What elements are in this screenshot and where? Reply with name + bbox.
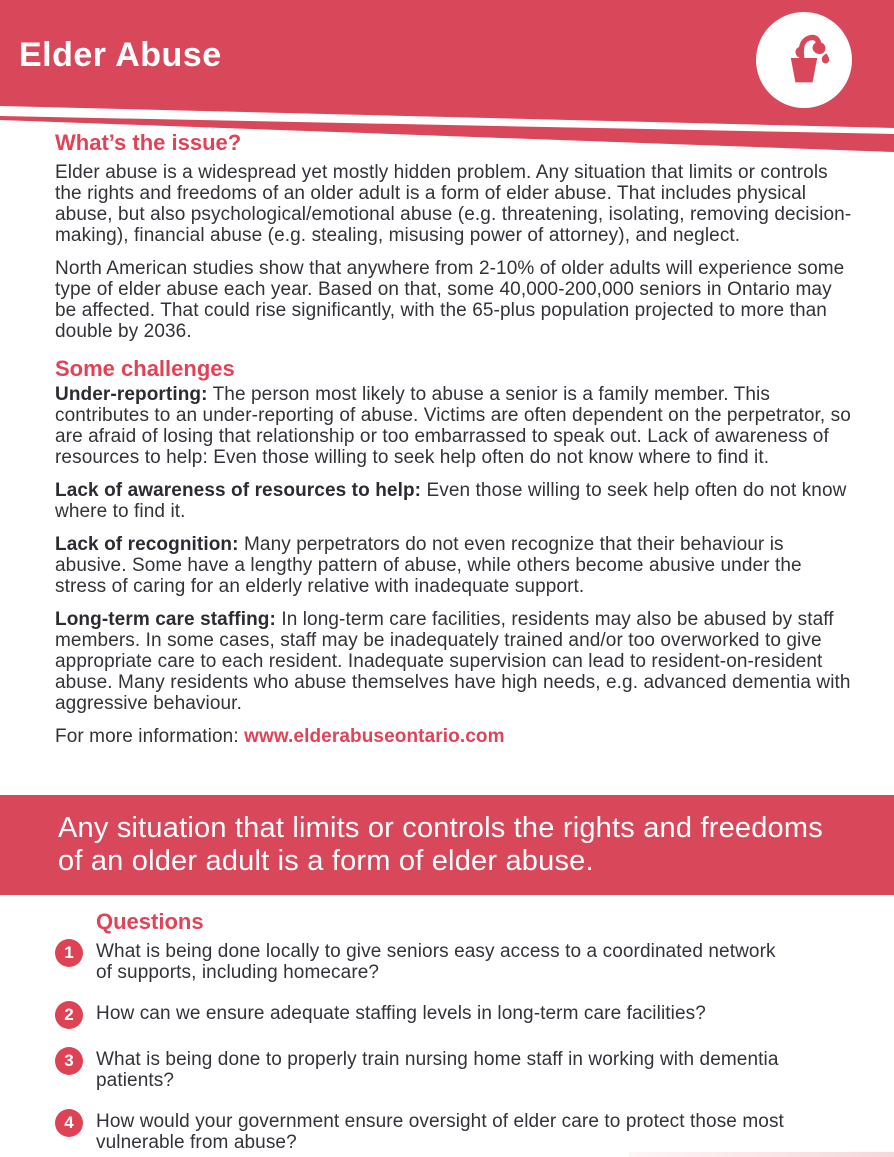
- wilting-flower-in-pot-icon: [771, 25, 837, 96]
- challenge-lead: Lack of recognition:: [55, 534, 239, 555]
- question-row: [55, 1047, 854, 1091]
- challenge-paragraph: [55, 534, 854, 597]
- header-badge: [756, 12, 852, 108]
- challenge-lead: Long-term care staffing:: [55, 609, 276, 630]
- more-info-line: [55, 726, 854, 747]
- question-text: How can we ensure adequate staffing levels in long-term care facilities?: [96, 1003, 706, 1024]
- quote-text: Any situation that limits or controls the rights and freedoms of an older adult is a form of elder abuse.: [58, 812, 823, 877]
- header-banner: [0, 0, 894, 126]
- challenge-paragraph: [55, 384, 854, 468]
- challenge-text: Even those willing to seek help often do not know where to find it.: [55, 480, 847, 522]
- quote-banner: [0, 795, 894, 895]
- challenge-lead: Lack of awareness of resources to help:: [55, 480, 422, 501]
- main-content: [0, 129, 894, 795]
- question-number-badge: 1: [55, 939, 83, 967]
- issue-heading: What’s the issue?: [55, 130, 242, 155]
- page-title: Elder Abuse: [19, 36, 222, 74]
- question-row: [55, 1001, 854, 1029]
- challenge-paragraph: [55, 609, 854, 714]
- question-number-badge: 2: [55, 1001, 83, 1029]
- challenge-paragraph: [55, 480, 854, 522]
- elder-abuse-ontario-link[interactable]: www.elderabuseontario.com: [244, 726, 505, 747]
- question-row: [55, 1109, 854, 1153]
- challenge-text: In long-term care facilities, residents may also be abused by staff members. In some cases, staff may be inadequately trained and/or too overworked to give appropriate care to each resident. Inadequate supervision can lead to resident-on-resident abuse. Many residents who abuse themselves have high needs, e.g. advanced dementia with aggressive behaviour.: [55, 609, 851, 714]
- challenge-text: Many perpetrators do not even recognize that their behaviour is abusive. Some have a lengthy pattern of abuse, while others become abusive under the stress of caring for an elderly relative with inadequate support.: [55, 534, 802, 597]
- questions-heading: Questions: [96, 909, 204, 934]
- challenge-text: The person most likely to abuse a senior is a family member. This contributes to an under-reporting of abuse. Victims are often dependent on the perpetrator, so are afraid of losing that relationship or too embarrassed to speak out. Lack of awareness of resources to help: Even those willing to seek help often do not know where to find it.: [55, 384, 851, 468]
- question-number-badge: 3: [55, 1047, 83, 1075]
- issue-paragraph: North American studies show that anywhere from 2-10% of older adults will experience some type of elder abuse each year. Based on that, some 40,000-200,000 seniors in Ontario may be affected. That could rise significantly, with the 65-plus population projected to more than double by 2036.: [55, 258, 845, 342]
- question-text: What is being done locally to give seniors easy access to a coordinated network of supports, including homecare?: [96, 941, 776, 983]
- question-text: How would your government ensure oversight of elder care to protect those most vulnerable from abuse?: [96, 1111, 784, 1153]
- challenge-lead: Under-reporting:: [55, 384, 208, 405]
- challenges-heading: Some challenges: [55, 356, 235, 381]
- questions-section: [0, 895, 894, 1153]
- question-number-badge: 4: [55, 1109, 83, 1137]
- issue-paragraph: Elder abuse is a widespread yet mostly hidden problem. Any situation that limits or controls the rights and freedoms of an older adult is a form of elder abuse. That includes physical abuse, but also psychological/emotional abuse (e.g. threatening, isolating, removing decision-making), financial abuse (e.g. stealing, misusing power of attorney), and neglect.: [55, 162, 852, 246]
- footer-accent-strip: [629, 1152, 894, 1157]
- question-row: [55, 939, 854, 983]
- question-text: What is being done to properly train nursing home staff in working with dementia patients?: [96, 1049, 779, 1091]
- more-info-label: For more information:: [55, 726, 239, 747]
